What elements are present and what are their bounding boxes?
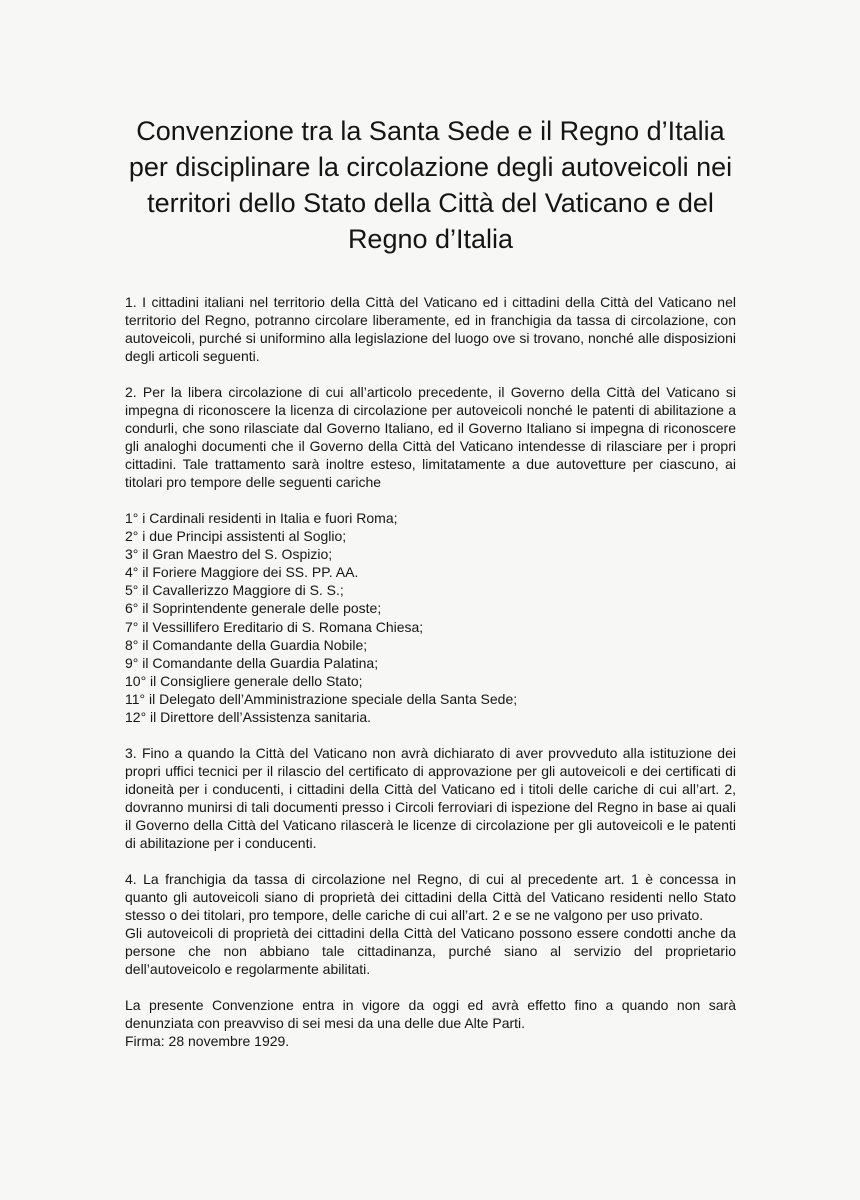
- office-item: 6° il Soprintendente generale delle poste;: [125, 600, 382, 617]
- office-item: 11° il Delegato dell’Amministrazione speciale della Santa Sede;: [125, 690, 518, 707]
- office-item: 10° il Consigliere generale dello Stato;: [125, 672, 363, 689]
- office-item: 8° il Comandante della Guardia Nobile;: [125, 636, 368, 653]
- article-1: 1. I cittadini italiani nel territorio della Città del Vaticano ed i cittadini della Città del Vaticano nel territorio del Regno, potranno circolare liberamente, ed in franchigia da tassa di circolazione, con autoveicoli, purché si uniformino alla legislazione del luogo ove si trovano, nonché alle disposizioni degli articoli seguenti.: [125, 294, 736, 364]
- article-4-part-2: Gli autoveicoli di proprietà dei cittadini della Città del Vaticano possono essere condotti anche da persone che non abbiano tale cittadinanza, purché siano al servizio del proprietario dell’autoveicolo e regolarmente abilitati.: [125, 925, 736, 978]
- office-item: 2° i due Principi assistenti al Soglio;: [125, 528, 347, 545]
- signature-date: Firma: 28 novembre 1929.: [125, 1033, 290, 1050]
- office-item: 12° il Direttore dell’Assistenza sanitaria.: [125, 709, 372, 726]
- article-3: 3. Fino a quando la Città del Vaticano non avrà dichiarato di aver provveduto alla istituzione dei propri uffici tecnici per il rilascio del certificato di approvazione per gli autoveicoli e dei certificati di idoneità per i conducenti, i cittadini della Città del Vaticano ed i titoli delle cariche di cui all’art. 2, dovranno munirsi di tali documenti presso i Circoli ferroviari di ispezione del Regno in base ai quali il Governo della Città del Vaticano rilascerà le licenze di circolazione per gli autoveicoli e le patenti di abilitazione per i conducenti.: [125, 745, 736, 852]
- closing-paragraph: [125, 996, 736, 1050]
- office-item: 1° i Cardinali residenti in Italia e fuori Roma;: [125, 510, 398, 526]
- article-2: 2. Per la libera circolazione di cui all’articolo precedente, il Governo della Città del Vaticano si impegna di riconoscere la licenza di circolazione per autoveicoli nonché le patenti di abilitazione a condurli, che sono rilasciate dal Governo Italiano, ed il Governo Italiano si impegna di riconoscere gli analoghi documenti che il Governo della Città del Vaticano intendesse di rilasciare per i propri cittadini. Tale trattamento sarà inoltre esteso, limitatamente a due autovetture per ciascuno, ai titolari pro tempore delle seguenti cariche: [125, 384, 736, 490]
- office-item: 3° il Gran Maestro del S. Ospizio;: [125, 546, 333, 563]
- article-4-part-1: 4. La franchigia da tassa di circolazione nel Regno, di cui al precedente art. 1 è concessa in quanto gli autoveicoli siano di proprietà dei cittadini della Città del Vaticano residenti nello Stato stesso o dei titolari, pro tempore, delle cariche di cui all’art. 2 e se ne valgono per uso privato.: [125, 871, 736, 924]
- office-item: 9° il Comandante della Guardia Palatina;: [125, 654, 379, 671]
- document-title: Convenzione tra la Santa Sede e il Regno d’Italia per disciplinare la circolazione degli autoveicoli nei territori dello Stato della Città del Vaticano e del Regno d’Italia: [128, 116, 733, 254]
- document-body: [125, 293, 736, 1050]
- office-item: 4° il Foriere Maggiore dei SS. PP. AA.: [125, 564, 359, 581]
- office-item: 7° il Vessillifero Ereditario di S. Romana Chiesa;: [125, 618, 424, 635]
- closing-text: La presente Convenzione entra in vigore da oggi ed avrà effetto fino a quando non sarà denunziata con preavviso di sei mesi da una delle due Alte Parti.: [125, 997, 736, 1032]
- office-item: 5° il Cavallerizzo Maggiore di S. S.;: [125, 582, 344, 599]
- offices-list: [125, 509, 736, 726]
- article-4: [125, 870, 736, 978]
